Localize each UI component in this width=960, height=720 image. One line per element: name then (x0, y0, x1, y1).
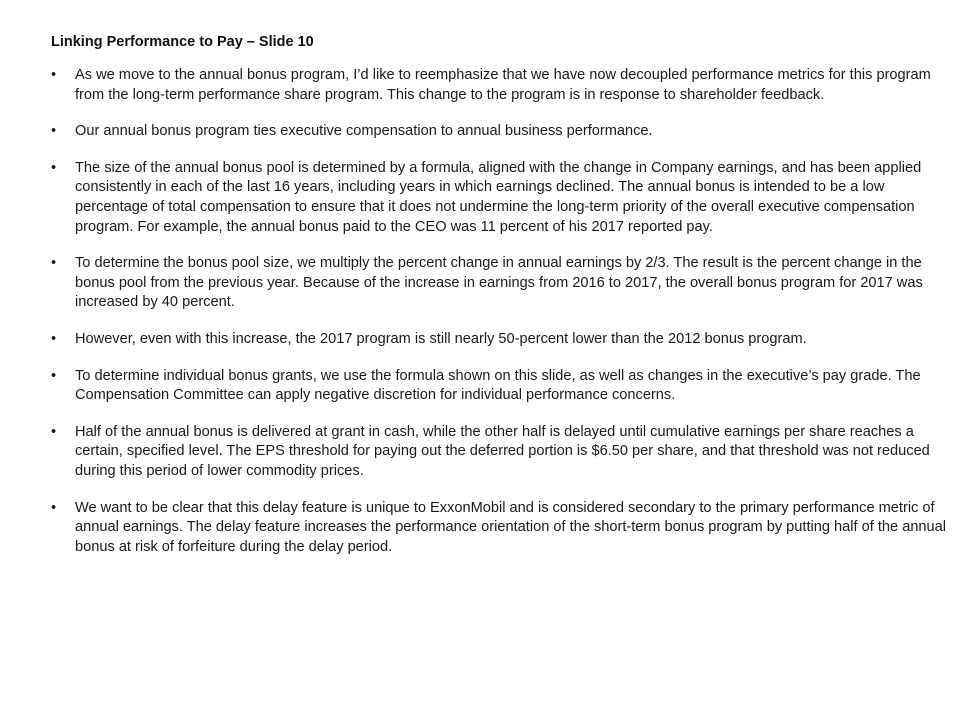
bullet-text: Half of the annual bonus is delivered at grant in cash, while the other half is delayed until cumulative earnings per share reaches a certain, specified level. The EPS threshold for paying out the deferred portion is $6.50 per share, and that threshold was not reduced during this period of lower commodity prices. (75, 423, 930, 479)
bullet-text: To determine the bonus pool size, we multiply the percent change in annual earnings by 2/3. The result is the percent change in the bonus pool from the previous year. Because of the increase in earnings from 2016 to 2017, the overall bonus program for 2017 was increased by 40 percent. (75, 255, 923, 311)
bullet-text: Our annual bonus program ties executive compensation to annual business performance. (75, 123, 653, 140)
bullet-text: We want to be clear that this delay feature is unique to ExxonMobil and is considered secondary to the primary performance metric of annual earnings. The delay feature increases the performance orientation of the short-term bonus program by putting half of the annual bonus at risk of forfeiture during the delay period. (75, 499, 947, 555)
bullet-text: As we move to the annual bonus program, I’d like to reemphasize that we have now decoupled performance metrics for this program from the long-term performance share program. This change to the program is in response to shareholder feedback. (75, 67, 931, 103)
bullet-text: To determine individual bonus grants, we use the formula shown on this slide, as well as changes in the executive’s pay grade. The Compensation Committee can apply negative discretion for individual performance concerns. (75, 367, 921, 404)
list-item (51, 330, 956, 350)
bullet-icon: • (51, 330, 57, 347)
bullet-icon: • (51, 499, 57, 516)
list-item (51, 66, 956, 105)
bullet-icon: • (51, 255, 57, 272)
list-item (51, 159, 956, 237)
bullet-icon: • (51, 159, 57, 176)
list-item (51, 423, 956, 482)
bullet-list (51, 66, 956, 557)
bullet-icon: • (51, 67, 57, 83)
bullet-icon: • (51, 423, 57, 440)
notes-page (51, 33, 956, 574)
bullet-text: However, even with this increase, the 2017 program is still nearly 50-percent lower than the 2012 bonus program. (75, 330, 807, 347)
list-item (51, 122, 956, 142)
list-item (51, 254, 956, 313)
bullet-text: The size of the annual bonus pool is determined by a formula, aligned with the change in Company earnings, and has been applied consistently in each of the last 16 years, including years in which earnings declined. The annual bonus is intended to be a low percentage of total compensation to ensure that it does not undermine the long-term priority of the overall executive compensation program. For example, the annual bonus paid to the CEO was 11 percent of his 2017 reported pay. (75, 159, 922, 235)
list-item (51, 367, 956, 406)
list-item (51, 499, 956, 558)
page-title: Linking Performance to Pay – Slide 10 (51, 34, 314, 50)
bullet-icon: • (51, 367, 57, 384)
bullet-icon: • (51, 123, 57, 140)
